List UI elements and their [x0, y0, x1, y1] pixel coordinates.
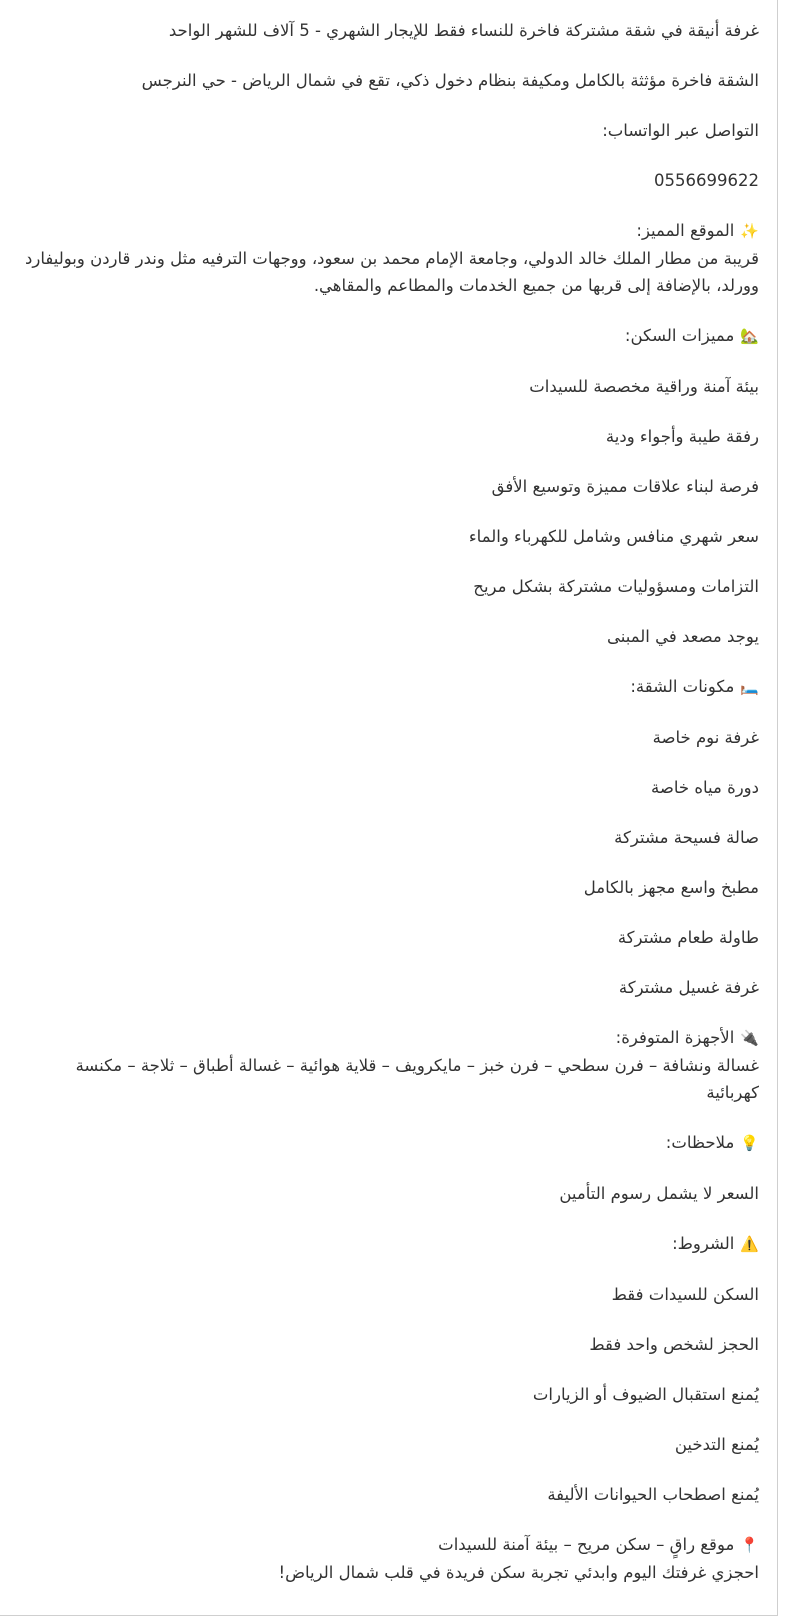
list-item: يوجد مصعد في المبنى — [607, 627, 759, 646]
list-item: صالة فسيحة مشتركة — [614, 828, 759, 847]
list-item: رفقة طيبة وأجواء ودية — [605, 427, 759, 446]
list-item: بيئة آمنة وراقية مخصصة للسيدات — [529, 377, 759, 396]
list-item: سعر شهري منافس وشامل للكهرباء والماء — [468, 527, 759, 546]
list-item: مطبخ واسع مجهز بالكامل — [583, 878, 759, 897]
sparkles-icon: ✨ — [740, 222, 759, 240]
bed-icon: 🛏️ — [740, 678, 759, 696]
conditions-heading-row — [22, 1230, 759, 1258]
list-item: غرفة غسيل مشتركة — [618, 978, 759, 997]
notes-heading-row — [22, 1129, 759, 1157]
closing-line-2: احجزي غرفتك اليوم وابدئي تجربة سكن فريدة في قلب شمال الرياض! — [278, 1563, 759, 1582]
appliances-section — [22, 1024, 759, 1106]
location-text: قريبة من مطار الملك خالد الدولي، وجامعة الإمام محمد بن سعود، ووجهات الترفيه مثل وندر قاردن وبوليفارد وورلد، بالإضافة إلى قربها من جميع الخدمات والمطاعم والمقاهي. — [25, 249, 759, 295]
components-heading-row — [22, 673, 759, 701]
appliances-text: غسالة ونشافة – فرن سطحي – فرن خبز – مايكرويف – قلاية هوائية – غسالة أطباق – ثلاجة – مكنسة كهربائية — [75, 1056, 759, 1102]
list-item: دورة مياه خاصة — [651, 778, 759, 797]
list-item: يُمنع استقبال الضيوف أو الزيارات — [532, 1385, 759, 1404]
list-item: فرصة لبناء علاقات مميزة وتوسيع الأفق — [491, 477, 759, 496]
listing-title: غرفة أنيقة في شقة مشتركة فاخرة للنساء فقط للإيجار الشهري - 5 آلاف للشهر الواحد — [168, 21, 759, 40]
contact-label: التواصل عبر الواتساب: — [602, 121, 759, 140]
closing-section — [22, 1531, 759, 1586]
lightbulb-icon: 💡 — [740, 1134, 759, 1152]
location-heading: الموقع المميز: — [636, 221, 735, 240]
phone-number[interactable]: 0556699622 — [654, 171, 759, 190]
components-heading: مكونات الشقة: — [630, 677, 735, 696]
list-item: يُمنع التدخين — [674, 1435, 759, 1454]
features-heading: مميزات السكن: — [624, 326, 735, 345]
list-item: التزامات ومسؤوليات مشتركة بشكل مريح — [473, 577, 759, 596]
warning-icon: ⚠️ — [740, 1235, 759, 1253]
notes-heading: ملاحظات: — [665, 1133, 735, 1152]
list-item: طاولة طعام مشتركة — [617, 928, 759, 947]
plug-icon: 🔌 — [740, 1029, 759, 1047]
features-heading-row — [22, 322, 759, 350]
list-item: الحجز لشخص واحد فقط — [589, 1335, 759, 1354]
closing-line-1: موقع راقٍ – سكن مريح – بيئة آمنة للسيدات — [438, 1535, 735, 1554]
list-item: السعر لا يشمل رسوم التأمين — [559, 1184, 759, 1203]
list-item: يُمنع اصطحاب الحيوانات الأليفة — [547, 1485, 759, 1504]
conditions-heading: الشروط: — [672, 1234, 735, 1253]
house-icon: 🏡 — [740, 327, 759, 345]
list-item: السكن للسيدات فقط — [611, 1285, 759, 1304]
appliances-heading: الأجهزة المتوفرة: — [615, 1028, 735, 1047]
pin-icon: 📍 — [740, 1536, 759, 1554]
intro-text: الشقة فاخرة مؤثثة بالكامل ومكيفة بنظام دخول ذكي، تقع في شمال الرياض - حي النرجس — [141, 71, 759, 90]
location-section — [22, 217, 759, 299]
list-item: غرفة نوم خاصة — [652, 728, 759, 747]
